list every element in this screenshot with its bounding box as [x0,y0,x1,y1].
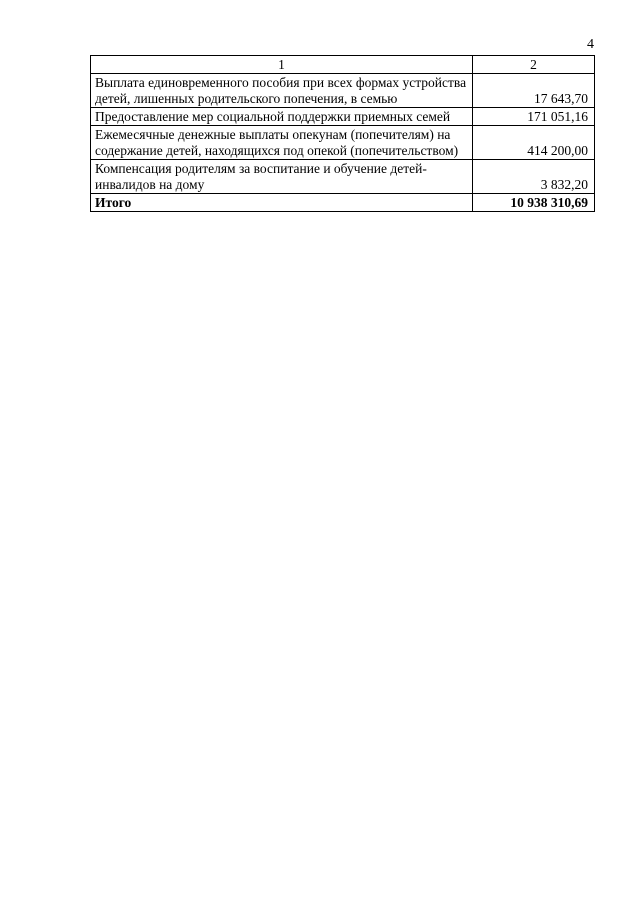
row-amount: 17 643,70 [473,74,595,108]
row-description: Компенсация родителям за воспитание и обучение детей-инвалидов на дому [91,160,473,194]
row-amount: 414 200,00 [473,126,595,160]
row-amount: 171 051,16 [473,108,595,126]
total-label: Итого [91,194,473,212]
row-description: Предоставление мер социальной поддержки приемных семей [91,108,473,126]
table-header-row [91,56,595,74]
table-row [91,126,595,160]
column-header-1: 1 [91,56,473,74]
page-number: 4 [587,37,594,52]
table-row [91,160,595,194]
row-description: Ежемесячные денежные выплаты опекунам (попечителям) на содержание детей, находящихся под опекой (попечительством) [91,126,473,160]
total-row [91,194,595,212]
column-header-2: 2 [473,56,595,74]
table-row [91,108,595,126]
total-amount: 10 938 310,69 [473,194,595,212]
table-row [91,74,595,108]
row-description: Выплата единовременного пособия при всех формах устройства детей, лишенных родительского попечения, в семью [91,74,473,108]
row-amount: 3 832,20 [473,160,595,194]
budget-table [90,55,595,212]
